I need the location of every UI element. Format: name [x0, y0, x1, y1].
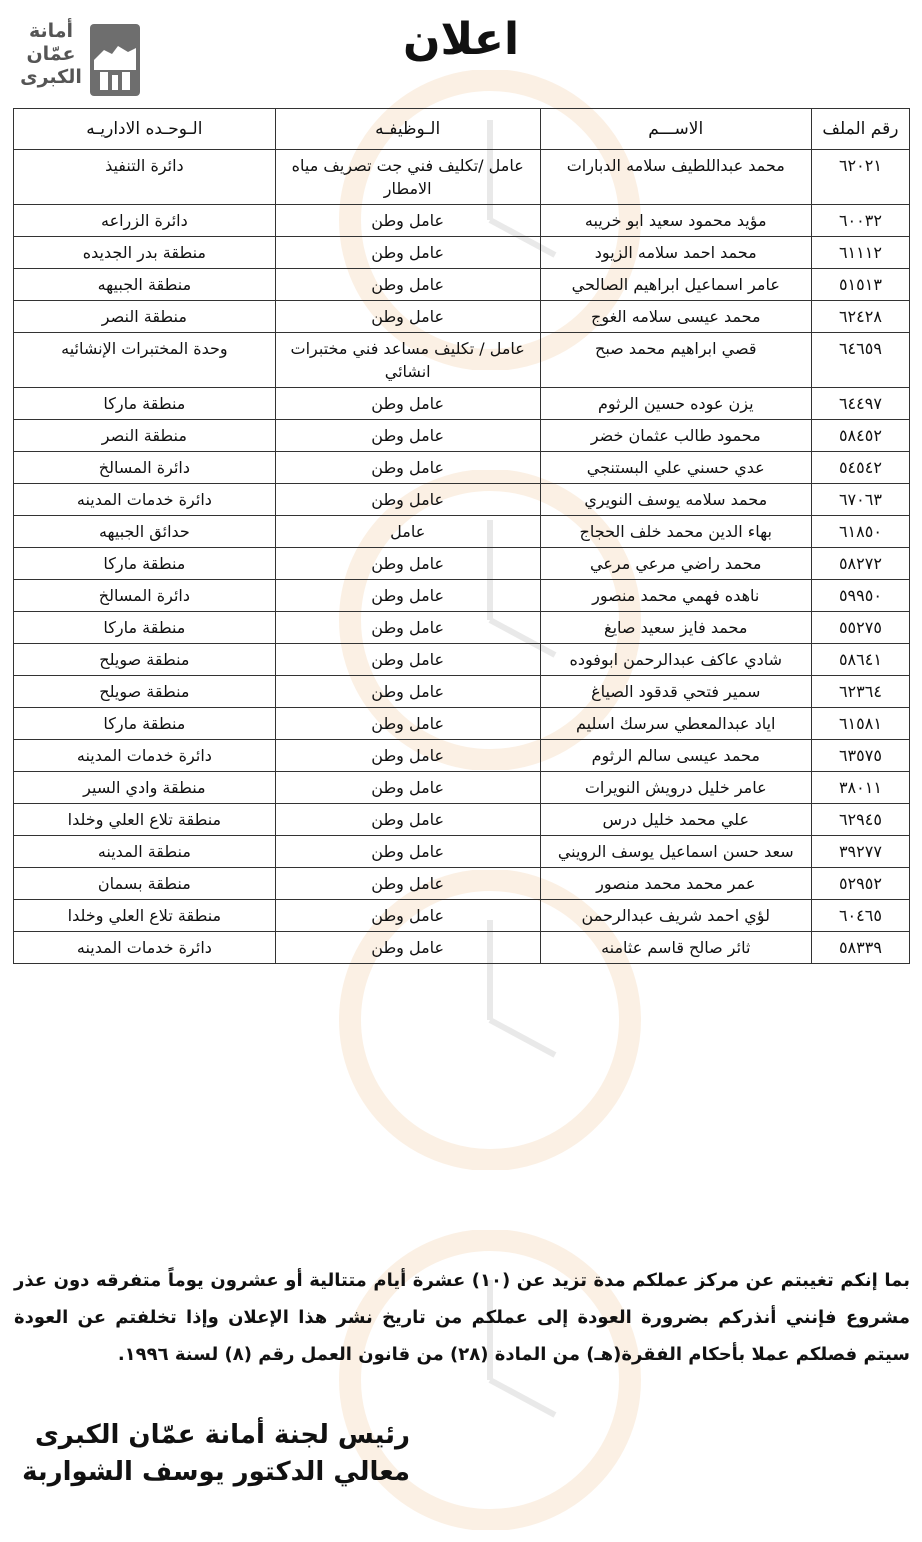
name-cell: محمد احمد سلامه الزيود: [540, 237, 811, 269]
header-unit: الـوحـده الاداريـه: [14, 109, 276, 150]
unit-cell: منطقة تلاع العلي وخلدا: [14, 900, 276, 932]
job-cell: عامل وطن: [275, 836, 540, 868]
unit-cell: دائرة المسالخ: [14, 580, 276, 612]
table-row: [14, 548, 910, 580]
table-row: [14, 269, 910, 301]
unit-cell: منطقة ماركا: [14, 612, 276, 644]
job-cell: عامل وطن: [275, 708, 540, 740]
file-number-cell: ٦٢٤٢٨: [811, 301, 909, 333]
job-cell: عامل وطن: [275, 868, 540, 900]
job-cell: عامل وطن: [275, 301, 540, 333]
job-cell: عامل وطن: [275, 804, 540, 836]
table-row: [14, 676, 910, 708]
name-cell: بهاء الدين محمد خلف الحجاج: [540, 516, 811, 548]
table-row: [14, 932, 910, 964]
file-number-cell: ٦٠٠٣٢: [811, 205, 909, 237]
job-cell: عامل / تكليف مساعد فني مختبرات انشائي: [275, 333, 540, 388]
name-cell: مؤيد محمود سعيد ابو خريبه: [540, 205, 811, 237]
table-row: [14, 804, 910, 836]
unit-cell: دائرة الزراعه: [14, 205, 276, 237]
name-cell: محمد عبداللطيف سلامه الدبارات: [540, 150, 811, 205]
unit-cell: منطقة صويلح: [14, 676, 276, 708]
table-row: [14, 900, 910, 932]
signature-title: رئيس لجنة أمانة عمّان الكبرى: [34, 1420, 410, 1450]
table-header-row: [14, 109, 910, 150]
job-cell: عامل: [275, 516, 540, 548]
name-cell: سعد حسن اسماعيل يوسف الرويني: [540, 836, 811, 868]
table-row: [14, 644, 910, 676]
unit-cell: دائرة خدمات المدينه: [14, 740, 276, 772]
table-row: [14, 836, 910, 868]
file-number-cell: ٥١٥١٣: [811, 269, 909, 301]
name-cell: عمر محمد محمد منصور: [540, 868, 811, 900]
unit-cell: منطقة بسمان: [14, 868, 276, 900]
job-cell: عامل وطن: [275, 269, 540, 301]
file-number-cell: ٥٩٩٥٠: [811, 580, 909, 612]
table-row: [14, 612, 910, 644]
name-cell: محمد عيسى سلامه الغوج: [540, 301, 811, 333]
header-name: الاســـم: [540, 109, 811, 150]
file-number-cell: ٣٨٠١١: [811, 772, 909, 804]
job-cell: عامل وطن: [275, 676, 540, 708]
header-file-number: رقم الملف: [811, 109, 909, 150]
unit-cell: منطقة بدر الجديده: [14, 237, 276, 269]
unit-cell: منطقة تلاع العلي وخلدا: [14, 804, 276, 836]
name-cell: محمد سلامه يوسف النويري: [540, 484, 811, 516]
name-cell: قصي ابراهيم محمد صبح: [540, 333, 811, 388]
table-row: [14, 237, 910, 269]
unit-cell: منطقة ماركا: [14, 548, 276, 580]
unit-cell: وحدة المختبرات الإنشائيه: [14, 333, 276, 388]
table-row: [14, 868, 910, 900]
job-cell: عامل وطن: [275, 205, 540, 237]
file-number-cell: ٦٢٠٢١: [811, 150, 909, 205]
file-number-cell: ٦٠٤٦٥: [811, 900, 909, 932]
job-cell: عامل /تكليف فني جت تصريف مياه الامطار: [275, 150, 540, 205]
job-cell: عامل وطن: [275, 580, 540, 612]
unit-cell: دائرة خدمات المدينه: [14, 484, 276, 516]
job-cell: عامل وطن: [275, 237, 540, 269]
file-number-cell: ٦٢٩٤٥: [811, 804, 909, 836]
file-number-cell: ٦٢٣٦٤: [811, 676, 909, 708]
employee-table: [13, 108, 910, 964]
file-number-cell: ٦٧٠٦٣: [811, 484, 909, 516]
unit-cell: دائرة خدمات المدينه: [14, 932, 276, 964]
job-cell: عامل وطن: [275, 932, 540, 964]
file-number-cell: ٦١٨٥٠: [811, 516, 909, 548]
table-row: [14, 333, 910, 388]
name-cell: عامر خليل درويش النويرات: [540, 772, 811, 804]
job-cell: عامل وطن: [275, 420, 540, 452]
file-number-cell: ٥٨٢٧٢: [811, 548, 909, 580]
file-number-cell: ٦١١١٢: [811, 237, 909, 269]
notice-paragraph: بما إنكم تغيبتم عن مركز عملكم مدة تزيد عن (١٠) عشرة أيام متتالية أو عشرون يوماً متفرقه دون عذر مشروع فإنني أنذركم بضرورة العودة إلى عملكم من تاريخ نشر هذا الإعلان وإذا تخلفتم عن العودة سيتم فصلكم عملا بأحكام الفقرة(هـ) من المادة (٢٨) من قانون العمل رقم (٨) لسنة ١٩٩٦.: [14, 1270, 910, 1365]
name-cell: شادي عاكف عبدالرحمن ابوفوده: [540, 644, 811, 676]
table-row: [14, 205, 910, 237]
name-cell: علي محمد خليل درس: [540, 804, 811, 836]
job-cell: عامل وطن: [275, 452, 540, 484]
table-row: [14, 420, 910, 452]
name-cell: محمد راضي مرعي مرعي: [540, 548, 811, 580]
unit-cell: منطقة ماركا: [14, 388, 276, 420]
unit-cell: منطقة النصر: [14, 301, 276, 333]
name-cell: محمود طالب عثمان خضر: [540, 420, 811, 452]
unit-cell: منطقة المدينه: [14, 836, 276, 868]
name-cell: عامر اسماعيل ابراهيم الصالحي: [540, 269, 811, 301]
unit-cell: منطقة النصر: [14, 420, 276, 452]
name-cell: محمد عيسى سالم الرثوم: [540, 740, 811, 772]
file-number-cell: ٦١٥٨١: [811, 708, 909, 740]
job-cell: عامل وطن: [275, 548, 540, 580]
file-number-cell: ٣٩٢٧٧: [811, 836, 909, 868]
unit-cell: منطقة وادي السير: [14, 772, 276, 804]
file-number-cell: ٥٢٩٥٢: [811, 868, 909, 900]
logo-text: أمانة عمّان الكبرى: [20, 20, 82, 88]
name-cell: لؤي احمد شريف عبدالرحمن: [540, 900, 811, 932]
name-cell: ناهده فهمي محمد منصور: [540, 580, 811, 612]
file-number-cell: ٦٣٥٧٥: [811, 740, 909, 772]
table-row: [14, 708, 910, 740]
table-row: [14, 484, 910, 516]
header-job: الـوظيفـه: [275, 109, 540, 150]
table-row: [14, 516, 910, 548]
name-cell: اياد عبدالمعطي سرسك اسليم: [540, 708, 811, 740]
unit-cell: منطقة ماركا: [14, 708, 276, 740]
table-row: [14, 452, 910, 484]
unit-cell: منطقة الجبيهه: [14, 269, 276, 301]
job-cell: عامل وطن: [275, 612, 540, 644]
file-number-cell: ٥٤٥٤٢: [811, 452, 909, 484]
file-number-cell: ٥٨٣٣٩: [811, 932, 909, 964]
file-number-cell: ٥٨٦٤١: [811, 644, 909, 676]
table-row: [14, 388, 910, 420]
file-number-cell: ٥٨٤٥٢: [811, 420, 909, 452]
file-number-cell: ٥٥٢٧٥: [811, 612, 909, 644]
unit-cell: منطقة صويلح: [14, 644, 276, 676]
name-cell: سمير فتحي قدقود الصياغ: [540, 676, 811, 708]
table-row: [14, 740, 910, 772]
job-cell: عامل وطن: [275, 772, 540, 804]
table-row: [14, 150, 910, 205]
name-cell: محمد فايز سعيد صايغ: [540, 612, 811, 644]
file-number-cell: ٦٤٤٩٧: [811, 388, 909, 420]
table-row: [14, 772, 910, 804]
job-cell: عامل وطن: [275, 644, 540, 676]
signature-name: معالي الدكتور يوسف الشواربة: [22, 1457, 410, 1487]
unit-cell: دائرة التنفيذ: [14, 150, 276, 205]
name-cell: يزن عوده حسين الرثوم: [540, 388, 811, 420]
job-cell: عامل وطن: [275, 388, 540, 420]
name-cell: ثائر صالح قاسم عثامنه: [540, 932, 811, 964]
job-cell: عامل وطن: [275, 740, 540, 772]
job-cell: عامل وطن: [275, 484, 540, 516]
table-row: [14, 580, 910, 612]
job-cell: عامل وطن: [275, 900, 540, 932]
page-title: اعلان: [402, 14, 520, 65]
file-number-cell: ٦٤٦٥٩: [811, 333, 909, 388]
table-row: [14, 301, 910, 333]
unit-cell: دائرة المسالخ: [14, 452, 276, 484]
name-cell: عدي حسني علي البستنجي: [540, 452, 811, 484]
unit-cell: حدائق الجبيهه: [14, 516, 276, 548]
